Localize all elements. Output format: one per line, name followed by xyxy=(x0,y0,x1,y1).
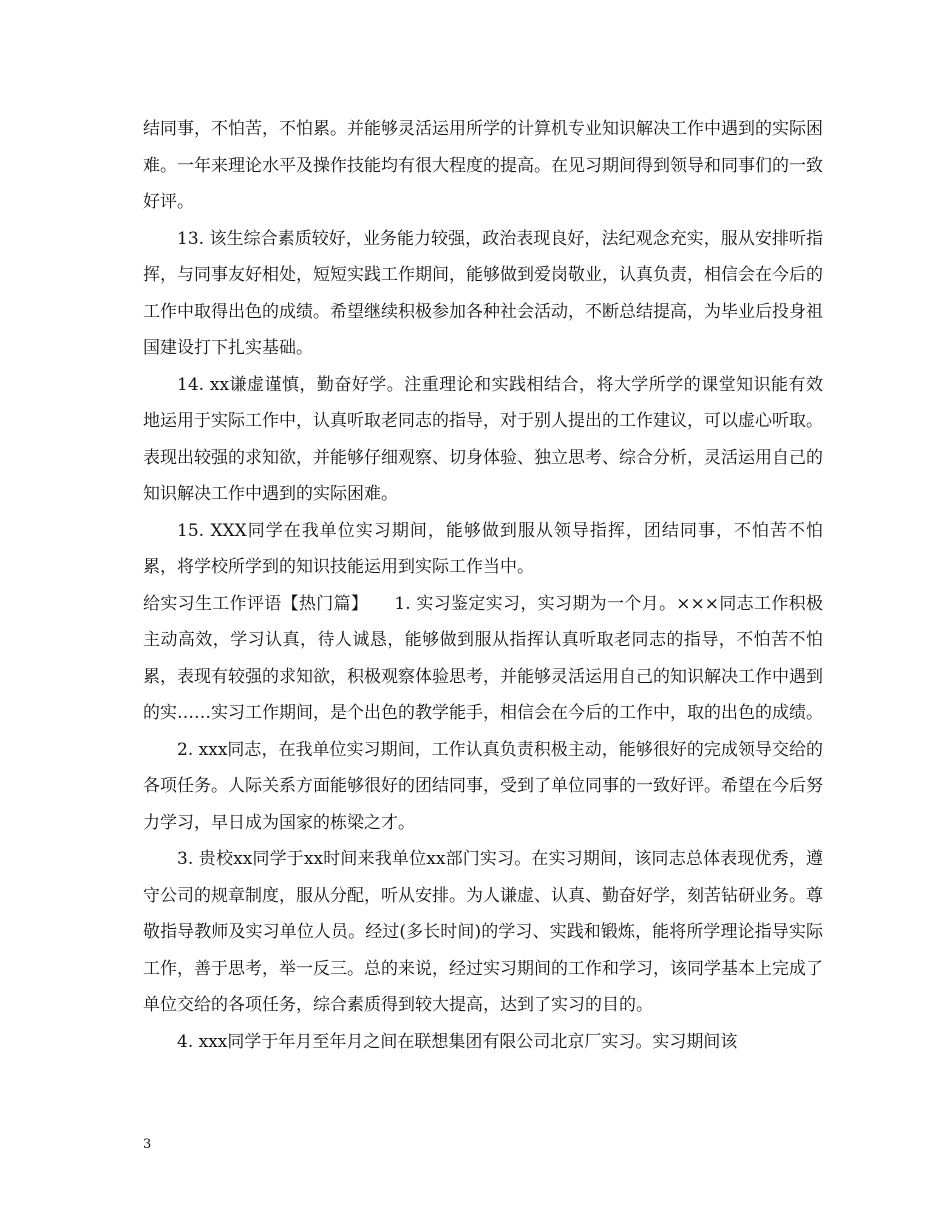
paragraph: 14. xx谦虚谨慎，勤奋好学。注重理论和实践相结合，将大学所学的课堂知识能有效地运用于实际工作中，认真听取老同志的指导，对于别人提出的工作建议，可以虚心听取。表现出较强的求知欲，并能够仔细观察、切身体验、独立思考、综合分析，灵活运用自己的知识解决工作中遇到的实际困难。 xyxy=(143,374,823,504)
paragraph: 结同事，不怕苦，不怕累。并能够灵活运用所学的计算机专业知识解决工作中遇到的实际困难。一年来理论水平及操作技能均有很大程度的提高。在见习期间得到领导和同事们的一致好评。 xyxy=(143,119,823,212)
paragraph: 3. 贵校xx同学于xx时间来我单位xx部门实习。在实习期间，该同志总体表现优秀，遵守公司的规章制度，服从分配，听从安排。为人谦虚、认真、勤奋好学，刻苦钻研业务。尊敬指导教师及实习单位人员。经过(多长时间)的学习、实践和锻炼，能将所学理论指导实际工作，善于思考，举一反三。总的来说，经过实习期间的工作和学习，该同学基本上完成了单位交给的各项任务，综合素质得到较大提高，达到了实习的目的。 xyxy=(143,849,823,1015)
paragraph: 2. xxx同志，在我单位实习期间，工作认真负责积极主动，能够很好的完成领导交给的各项任务。人际关系方面能够很好的团结同事，受到了单位同事的一致好评。希望在今后努力学习，早日成为国家的栋梁之才。 xyxy=(143,739,823,833)
paragraph-section-heading: 给实习生工作评语【热门篇】 1. 实习鉴定实习，实习期为一个月。×××同志工作积极主动高效，学习认真，待人诚恳，能够做到服从指挥认真听取老同志的指导，不怕苦不怕累，表现有较强的求知欲，积极观察体验思考，并能够灵活运用自己的知识解决工作中遇到的实……实习工作期间，是个出色的教学能手，相信会在今后的工作中，取的出色的成绩。 xyxy=(143,593,823,723)
paragraph: 15. XXX同学在我单位实习期间，能够做到服从领导指挥，团结同事，不怕苦不怕累，将学校所学到的知识技能运用到实际工作当中。 xyxy=(143,520,823,577)
page-number: 3 xyxy=(143,1137,152,1152)
document-body xyxy=(143,111,823,1060)
paragraph: 4. xxx同学于年月至年月之间在联想集团有限公司北京厂实习。实习期间该 xyxy=(177,1031,738,1052)
paragraph: 13. 该生综合素质较好，业务能力较强，政治表现良好，法纪观念充实，服从安排听指挥，与同事友好相处，短短实践工作期间，能够做到爱岗敬业，认真负责，相信会在今后的工作中取得出色的成绩。希望继续积极参加各种社会活动，不断总结提高，为毕业后投身祖国建设打下扎实基础。 xyxy=(143,228,823,358)
